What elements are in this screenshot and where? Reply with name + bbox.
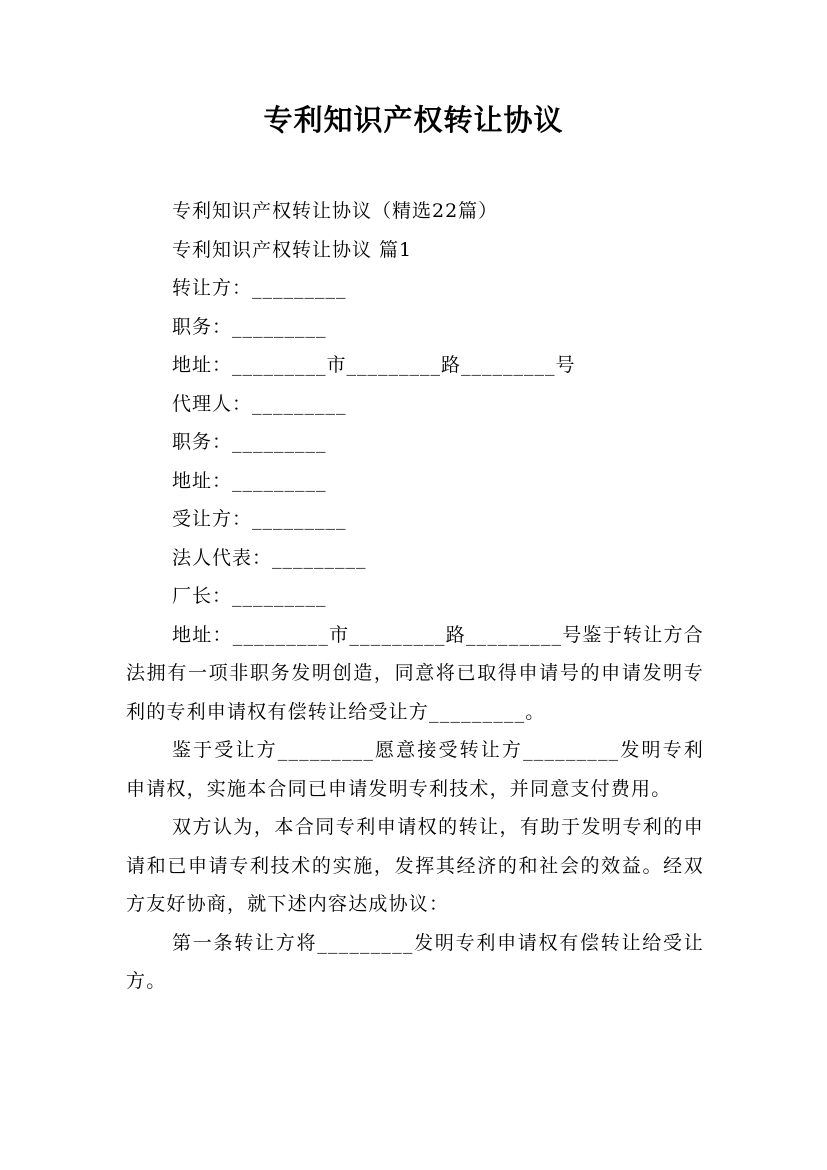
field-agent-address: 地址：_________: [172, 469, 327, 492]
paragraph-transferee-recital: 鉴于受让方_________愿意接受转让方_________发明专利申请权，实施本合同已申请发明专利技术，并同意支付费用。: [126, 739, 704, 800]
field-transferor-address: 地址：_________市_________路_________号: [172, 354, 576, 376]
document-body: [126, 192, 704, 1001]
subtitle-line: 专利知识产权转让协议（精选22篇）: [172, 200, 499, 222]
paragraph-mutual-agreement: 双方认为，本合同专利申请权的转让，有助于发明专利的申请和已申请专利技术的实施，发挥其经济的和社会的效益。经双方友好协商，就下述内容达成协议：: [126, 816, 704, 915]
paragraph-article-one: 第一条转让方将_________发明专利申请权有偿转让给受让方。: [126, 931, 704, 992]
field-transferor-position: 职务：_________: [172, 315, 327, 338]
paragraph-address-recital: 地址：_________市_________路_________号鉴于转让方合法拥有一项非职务发明创造，同意将已取得申请号的申请发明专利的专利申请权有偿转让给受让方_________。: [126, 623, 704, 723]
field-factory-director: 厂长：_________: [172, 585, 327, 607]
field-agent: 代理人：_________: [172, 392, 347, 415]
field-agent-position: 职务：_________: [172, 431, 327, 453]
section-heading: 专利知识产权转让协议 篇1: [172, 238, 413, 261]
field-transferee: 受让方：_________: [172, 508, 347, 530]
field-legal-representative: 法人代表：_________: [172, 546, 367, 569]
document-title: 专利知识产权转让协议: [263, 103, 564, 137]
field-transferor: 转让方：_________: [172, 277, 347, 299]
